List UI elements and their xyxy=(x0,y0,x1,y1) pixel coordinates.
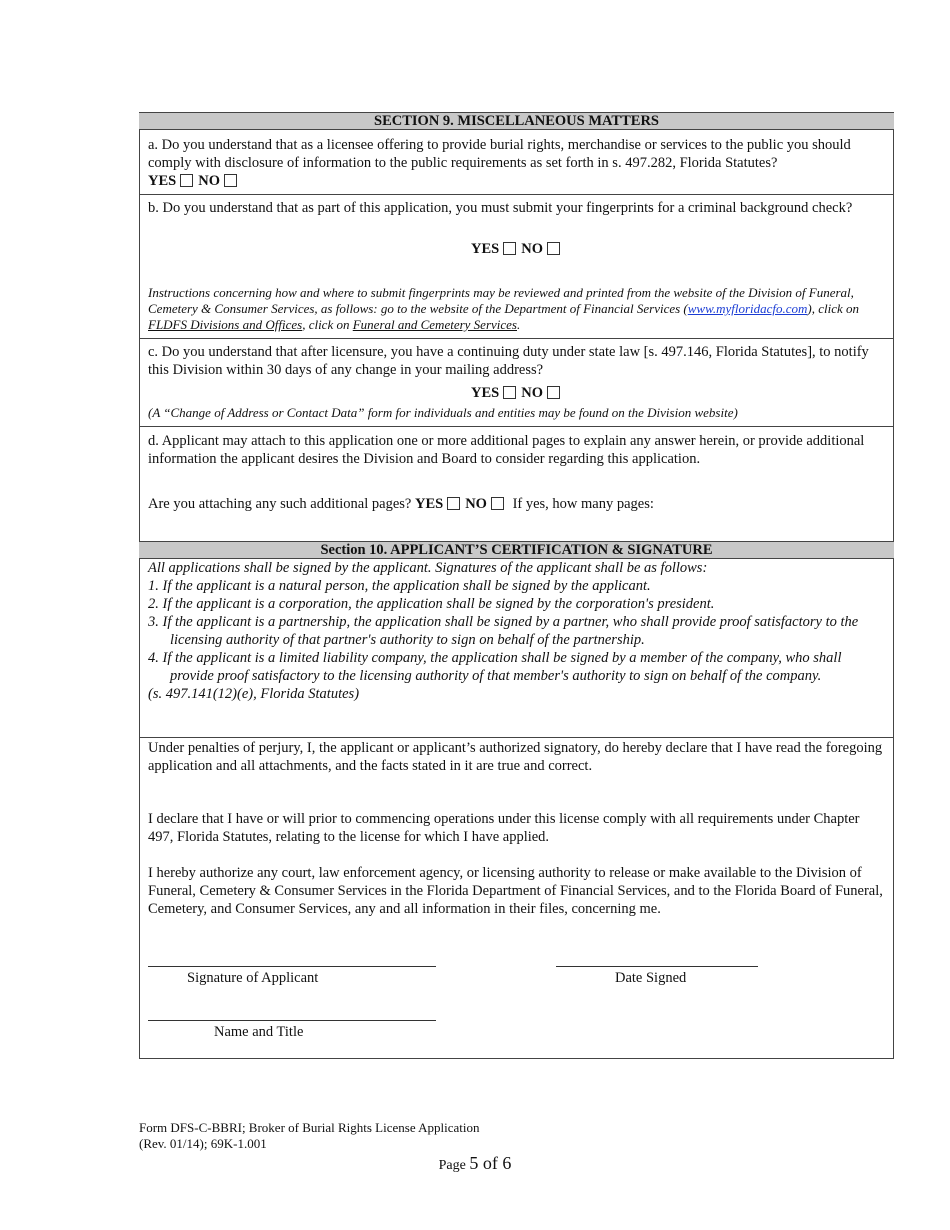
signature-rule-item: 4. If the applicant is a limited liability company, the application shall be signed by a member of the company, who shall provide proof satisfactory to the licensing authority of that member's authority to sign on behalf of the company. xyxy=(148,650,842,684)
page-number xyxy=(0,1153,950,1174)
question-c-no-label: NO xyxy=(521,385,543,401)
address-change-note: (A “Change of Address or Contact Data” form for individuals and entities may be found on the Division website) xyxy=(148,405,738,420)
question-c-no-checkbox[interactable] xyxy=(547,386,560,399)
funeral-cemetery-services-link[interactable]: Funeral and Cemetery Services xyxy=(352,317,517,332)
divider xyxy=(139,426,894,427)
signature-rules xyxy=(148,559,888,703)
question-a-text: a. Do you understand that as a licensee offering to provide burial rights, merchandise or services to the public you should comply with disclosure of information to the public requirements as set forth in s. 497.282, Florida Statutes? xyxy=(148,137,851,171)
signature-rules-intro: All applications shall be signed by the applicant. Signatures of the applicant shall be as follows: xyxy=(148,560,708,576)
question-a-yes-checkbox[interactable] xyxy=(180,174,193,187)
question-d-question: Are you attaching any such additional pages? xyxy=(148,496,412,512)
form-revision: (Rev. 01/14); 69K-1.001 xyxy=(139,1136,267,1151)
signature-rule-item: 1. If the applicant is a natural person, the application shall be signed by the applicant. xyxy=(148,578,651,594)
question-c-yes-checkbox[interactable] xyxy=(503,386,516,399)
name-title-label: Name and Title xyxy=(214,1024,304,1040)
question-c-text: c. Do you understand that after licensure, you have a continuing duty under state law [s. 497.146, Florida Statutes], to notify this Division within 30 days of any change in your mailing address? xyxy=(148,344,869,378)
date-line[interactable] xyxy=(556,966,758,967)
question-b-yes-checkbox[interactable] xyxy=(503,242,516,255)
page-count: 5 of 6 xyxy=(469,1153,512,1173)
dfs-website-link[interactable]: www.myfloridacfo.com xyxy=(687,301,808,316)
question-a xyxy=(148,136,888,190)
name-title-line[interactable] xyxy=(148,1020,436,1021)
statute-citation: (s. 497.141(12)(e), Florida Statutes) xyxy=(148,686,360,702)
question-a-no-label: NO xyxy=(198,173,220,189)
signature-rule-item: 3. If the applicant is a partnership, the application shall be signed by a partner, who shall provide proof satisfactory to the licensing authority of that partner's authority to sign on behalf of the partnership. xyxy=(148,614,859,648)
instructions-text: Instructions concerning how and where to submit fingerprints may be reviewed and printed from the website of the Division of Funeral, Cemetery & Consumer Services, as follows: go to the website of the Department of Financial Services ( xyxy=(148,285,854,316)
question-c-yes-label: YES xyxy=(471,385,500,401)
authorization-statement: I hereby authorize any court, law enforcement agency, or licensing authority to release or make available to the Division of Funeral, Cemetery & Consumer Services in the Florida Department of Financial Services, and to the Florida Board of Funeral, Cemetery, and Consumer Services, any and all information in their files, concerning me. xyxy=(148,865,883,917)
section9-header: SECTION 9. MISCELLANEOUS MATTERS xyxy=(139,112,894,130)
signature-rule-item: 2. If the applicant is a corporation, the application shall be signed by the corporation's president. xyxy=(148,596,715,612)
question-b-text: b. Do you understand that as part of this application, you must submit your fingerprints for a criminal background check? xyxy=(148,200,853,216)
question-b-yes-label: YES xyxy=(471,241,500,257)
question-c-answers xyxy=(148,384,888,402)
question-d-yes-label: YES xyxy=(414,496,444,512)
question-d-yes-checkbox[interactable] xyxy=(447,497,460,510)
page-word: Page xyxy=(438,1158,466,1173)
question-a-yes-label: YES xyxy=(148,173,177,189)
question-a-no-checkbox[interactable] xyxy=(224,174,237,187)
instructions-text: , click on xyxy=(302,317,353,332)
fingerprint-instructions xyxy=(148,285,888,333)
signature-line[interactable] xyxy=(148,966,436,967)
instructions-text: ), click on xyxy=(807,301,860,316)
question-d-text: d. Applicant may attach to this application one or more additional pages to explain any answer herein, or provide additional information the applicant desires the Division and Board to consider regarding this application. xyxy=(148,433,865,467)
divider xyxy=(139,338,894,339)
question-d-no-checkbox[interactable] xyxy=(491,497,504,510)
date-label: Date Signed xyxy=(615,970,687,986)
question-d-attach xyxy=(148,495,888,513)
section10-header: Section 10. APPLICANT’S CERTIFICATION & SIGNATURE xyxy=(139,541,894,559)
question-b-no-checkbox[interactable] xyxy=(547,242,560,255)
compliance-declaration: I declare that I have or will prior to commencing operations under this license comply with all requirements under Chapter 497, Florida Statutes, relating to the license for which I have applied. xyxy=(148,811,860,845)
signature-label: Signature of Applicant xyxy=(187,970,319,986)
instructions-text: . xyxy=(517,317,521,332)
perjury-statement: Under penalties of perjury, I, the applicant or applicant’s authorized signatory, do hereby declare that I have read the foregoing application and all attachments, and the facts stated in it are true and correct. xyxy=(148,740,883,774)
question-b-no-label: NO xyxy=(521,241,543,257)
divider xyxy=(139,737,894,738)
fldfs-divisions-link[interactable]: FLDFS Divisions and Offices xyxy=(148,317,303,332)
question-d-no-label: NO xyxy=(465,496,487,512)
form-id: Form DFS-C-BBRI; Broker of Burial Rights License Application xyxy=(139,1120,480,1135)
question-d-how-many: If yes, how many pages: xyxy=(512,496,654,512)
divider xyxy=(139,194,894,195)
question-b-answers xyxy=(148,240,888,258)
